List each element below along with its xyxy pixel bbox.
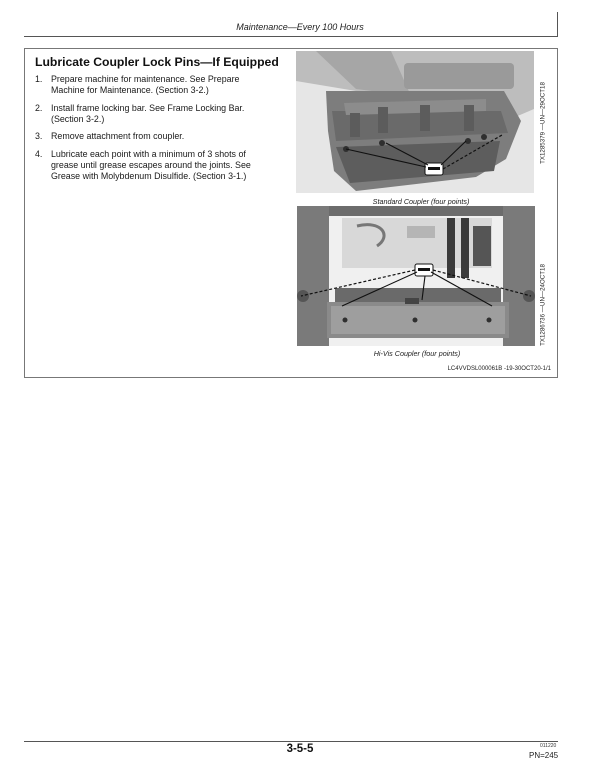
step-line: Machine for Maintenance. (Section 3-2.) [51, 85, 209, 95]
step-line: Remove attachment from coupler. [51, 131, 185, 141]
page-header-title: Maintenance—Every 100 Hours [236, 22, 364, 32]
standard-coupler-photo [296, 51, 534, 193]
figure-1-side-label: TX1285379 —UN—29OCT18 [539, 82, 547, 164]
revision-code: 011220 [540, 743, 557, 749]
step-line: Prepare machine for maintenance. See Prepare [51, 74, 240, 84]
step-text [51, 149, 287, 182]
figure-1-caption: Standard Coupler (four points) [372, 197, 470, 206]
footer-rule [24, 741, 558, 742]
step-line: Grease with Molybdenum Disulfide. (Section 3-1.) [51, 171, 247, 181]
pn-number: PN=245 [529, 751, 559, 760]
hi-vis-coupler-photo [297, 206, 535, 346]
step-line: grease until grease escapes around the joints. See [51, 160, 251, 170]
section-title: Lubricate Coupler Lock Pins—If Equipped [35, 55, 279, 69]
page-number: 3-5-5 [286, 743, 314, 755]
step-text [51, 74, 287, 96]
step-line: (Section 3-2.) [51, 114, 105, 124]
step-text [51, 103, 287, 125]
header-tick [557, 12, 558, 37]
step-number: 4. [35, 149, 43, 159]
header-rule [24, 36, 558, 37]
step-number: 2. [35, 103, 43, 113]
step-line: Lubricate each point with a minimum of 3 shots of [51, 149, 246, 159]
document-reference: LC4VVDSL000061B -19-30OCT20-1/1 [447, 366, 551, 372]
step-line: Install frame locking bar. See Frame Locking Bar. [51, 103, 245, 113]
step-number: 3. [35, 131, 43, 141]
figure-2-caption: Hi-Vis Coupler (four points) [373, 349, 461, 358]
figure-2-side-label: TX1286736 —UN—24OCT18 [539, 264, 547, 346]
step-text [51, 131, 287, 142]
step-number: 1. [35, 74, 43, 84]
